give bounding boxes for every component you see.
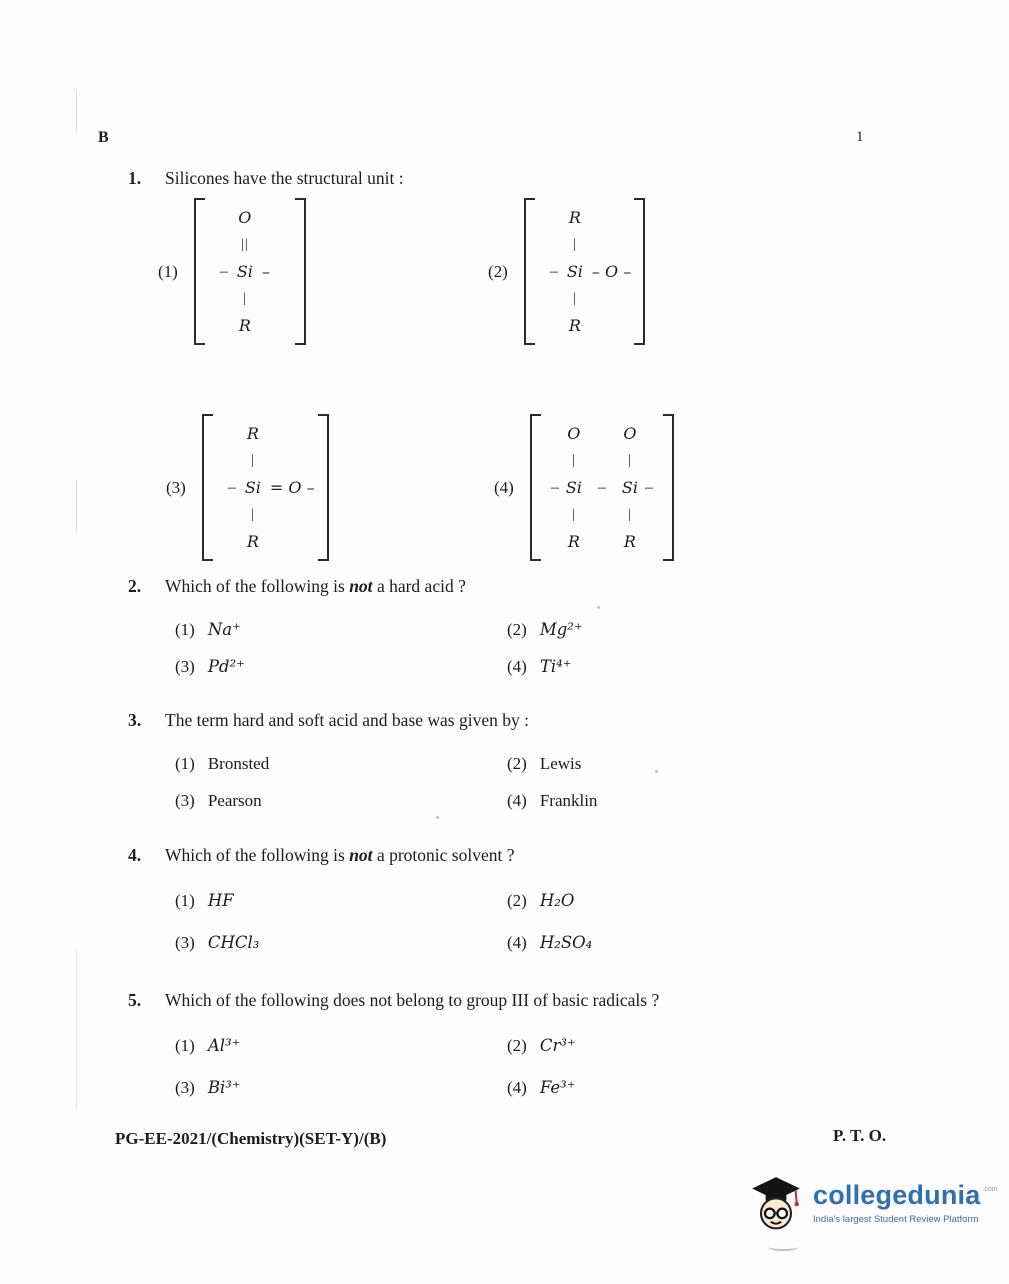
single-bond: | <box>572 236 577 252</box>
option-value: HF <box>207 891 234 910</box>
question-text-pre: Which of the following is <box>165 576 350 596</box>
single-bond: | <box>250 506 255 522</box>
atom-si: Si <box>566 262 583 281</box>
question-text-post: a protonic solvent ? <box>372 845 515 865</box>
atom-bottom: R <box>238 316 251 335</box>
atom-bottom: R <box>567 532 580 551</box>
option <box>507 891 939 911</box>
right-part: – <box>261 262 270 281</box>
right-bracket <box>663 414 674 561</box>
options-grid <box>175 620 939 677</box>
structure-1 <box>194 198 306 345</box>
option-label: (2) <box>507 1036 527 1055</box>
question-text <box>165 845 514 866</box>
question-3 <box>128 710 939 811</box>
atom-si: Si <box>236 262 253 281</box>
option-label: (2) <box>507 620 527 639</box>
option-label: (4) <box>507 1078 527 1097</box>
atom-bottom: R <box>246 532 259 551</box>
option-label: (3) <box>175 657 195 676</box>
option-label: (2) <box>507 754 527 773</box>
scan-squiggle <box>768 1243 798 1251</box>
option-label: (4) <box>494 477 514 497</box>
option-label: (2) <box>507 891 527 910</box>
pto-label: P. T. O. <box>833 1126 887 1145</box>
atom-bottom: R <box>623 532 636 551</box>
question-5-line <box>128 990 939 1011</box>
left-dash: – <box>219 262 228 280</box>
question-text-pre: Which of the following does not belong to group III of basic radicals ? <box>165 990 660 1010</box>
option-label: (3) <box>175 933 195 952</box>
question-1 <box>128 168 939 189</box>
question-text <box>165 710 529 731</box>
option-value: Pearson <box>207 791 262 810</box>
option-value: Fe³⁺ <box>539 1078 576 1097</box>
brand-tagline: India's largest Student Review Platform <box>813 1213 979 1225</box>
atom-top: O <box>567 424 581 443</box>
question-number: 4. <box>128 845 142 865</box>
option <box>507 754 939 774</box>
logo-text <box>813 1180 998 1225</box>
brand-name: collegedunia <box>813 1179 981 1210</box>
question-text-emphasis: not <box>349 576 373 596</box>
atom-top: R <box>246 424 259 443</box>
scan-artifact-line <box>76 90 77 132</box>
graduation-cap-mascot-icon <box>748 1172 804 1232</box>
question-text-emphasis: not <box>349 845 373 865</box>
option <box>175 1078 507 1098</box>
option <box>175 1036 507 1056</box>
atom-si: Si <box>565 478 582 497</box>
q1-option-3 <box>166 414 329 561</box>
single-bond: | <box>571 506 576 522</box>
left-bracket <box>524 198 535 345</box>
question-4 <box>128 845 939 953</box>
structure-2 <box>524 198 645 345</box>
brand-suffix: .com <box>982 1185 998 1193</box>
scan-artifact-line <box>76 480 77 532</box>
scan-artifact-line <box>76 950 77 1110</box>
right-part: = O – <box>269 478 315 497</box>
set-letter: B <box>98 129 109 146</box>
right-part: – O – <box>591 262 632 281</box>
brand-row <box>813 1180 998 1211</box>
option-value: Pd²⁺ <box>207 657 245 676</box>
option-label: (2) <box>488 261 508 281</box>
question-number: 3. <box>128 710 142 730</box>
question-text-pre: Which of the following is <box>165 845 350 865</box>
question-1-line <box>128 168 939 189</box>
option-value: CHCl₃ <box>207 933 260 952</box>
single-bond: | <box>250 452 255 468</box>
left-dash: – <box>550 478 559 496</box>
options-grid <box>175 891 939 953</box>
question-3-line <box>128 710 939 731</box>
option <box>507 933 939 953</box>
option-value: Al³⁺ <box>207 1036 241 1055</box>
q1-option-2 <box>488 198 645 345</box>
option-label: (4) <box>507 933 527 952</box>
option <box>507 1036 939 1056</box>
single-bond: | <box>628 506 632 522</box>
option-label: (4) <box>507 657 527 676</box>
option-label: (1) <box>175 620 195 639</box>
atom-bottom: R <box>568 316 581 335</box>
right-bracket <box>634 198 645 345</box>
atom-top: O <box>238 208 252 227</box>
question-number: 1. <box>128 168 142 188</box>
option <box>175 620 507 640</box>
question-2 <box>128 576 939 677</box>
option-label: (1) <box>175 1036 195 1055</box>
option-value: Franklin <box>539 791 598 810</box>
atom-top: O <box>623 424 637 443</box>
option-value: Bronsted <box>207 754 270 773</box>
atom-si: Si <box>621 478 638 497</box>
option-label: (1) <box>175 891 195 910</box>
option <box>507 657 939 677</box>
question-number: 5. <box>128 990 142 1010</box>
question-text <box>165 576 466 597</box>
option-label: (3) <box>175 791 195 810</box>
option-label: (3) <box>166 477 186 497</box>
left-bracket <box>202 414 213 561</box>
option-value: Mg²⁺ <box>539 620 583 639</box>
left-dash: – <box>227 478 236 496</box>
mid-dash: – <box>597 478 606 496</box>
q1-option-4 <box>494 414 674 561</box>
question-text <box>165 990 659 1011</box>
option <box>507 620 939 640</box>
option-value: Ti⁴⁺ <box>539 657 572 676</box>
options-grid <box>175 1036 939 1098</box>
paper-code: PG-EE-2021/(Chemistry)(SET-Y)/(B) <box>115 1129 387 1148</box>
right-bracket <box>318 414 329 561</box>
left-bracket <box>194 198 205 345</box>
collegedunia-logo <box>748 1172 998 1232</box>
option <box>175 933 507 953</box>
single-bond: | <box>571 452 576 468</box>
question-text-post: a hard acid ? <box>372 576 466 596</box>
option <box>507 1078 939 1098</box>
option <box>175 791 507 811</box>
single-bond: | <box>572 290 577 306</box>
right-dash: – <box>644 478 653 496</box>
question-2-line <box>128 576 939 597</box>
option-value: H₂SO₄ <box>539 933 593 952</box>
left-dash: – <box>549 262 558 280</box>
right-bracket <box>295 198 306 345</box>
q1-option-1 <box>158 198 306 345</box>
structure-4 <box>530 414 674 561</box>
option-value: Cr³⁺ <box>539 1036 576 1055</box>
left-bracket <box>530 414 541 561</box>
single-bond: | <box>242 290 247 306</box>
page-number: 1 <box>856 129 864 145</box>
question-4-line <box>128 845 939 866</box>
question-text-pre: The term hard and soft acid and base was given by : <box>165 710 529 730</box>
option <box>175 754 507 774</box>
option <box>175 891 507 911</box>
option <box>175 657 507 677</box>
options-grid <box>175 754 939 811</box>
structure-3 <box>202 414 329 561</box>
question-text: Silicones have the structural unit : <box>165 168 404 188</box>
option-label: (3) <box>175 1078 195 1097</box>
atom-top: R <box>568 208 581 227</box>
question-number: 2. <box>128 576 142 596</box>
question-5 <box>128 990 939 1098</box>
option-label: (1) <box>158 261 178 281</box>
scan-speck <box>436 816 439 819</box>
option-label: (1) <box>175 754 195 773</box>
double-bond: || <box>241 236 249 252</box>
option <box>507 791 939 811</box>
single-bond: | <box>628 452 632 468</box>
option-value: Lewis <box>539 754 582 773</box>
option-value: H₂O <box>539 891 575 910</box>
option-value: Na⁺ <box>207 620 241 639</box>
atom-si: Si <box>244 478 261 497</box>
option-label: (4) <box>507 791 527 810</box>
option-value: Bi³⁺ <box>207 1078 241 1097</box>
